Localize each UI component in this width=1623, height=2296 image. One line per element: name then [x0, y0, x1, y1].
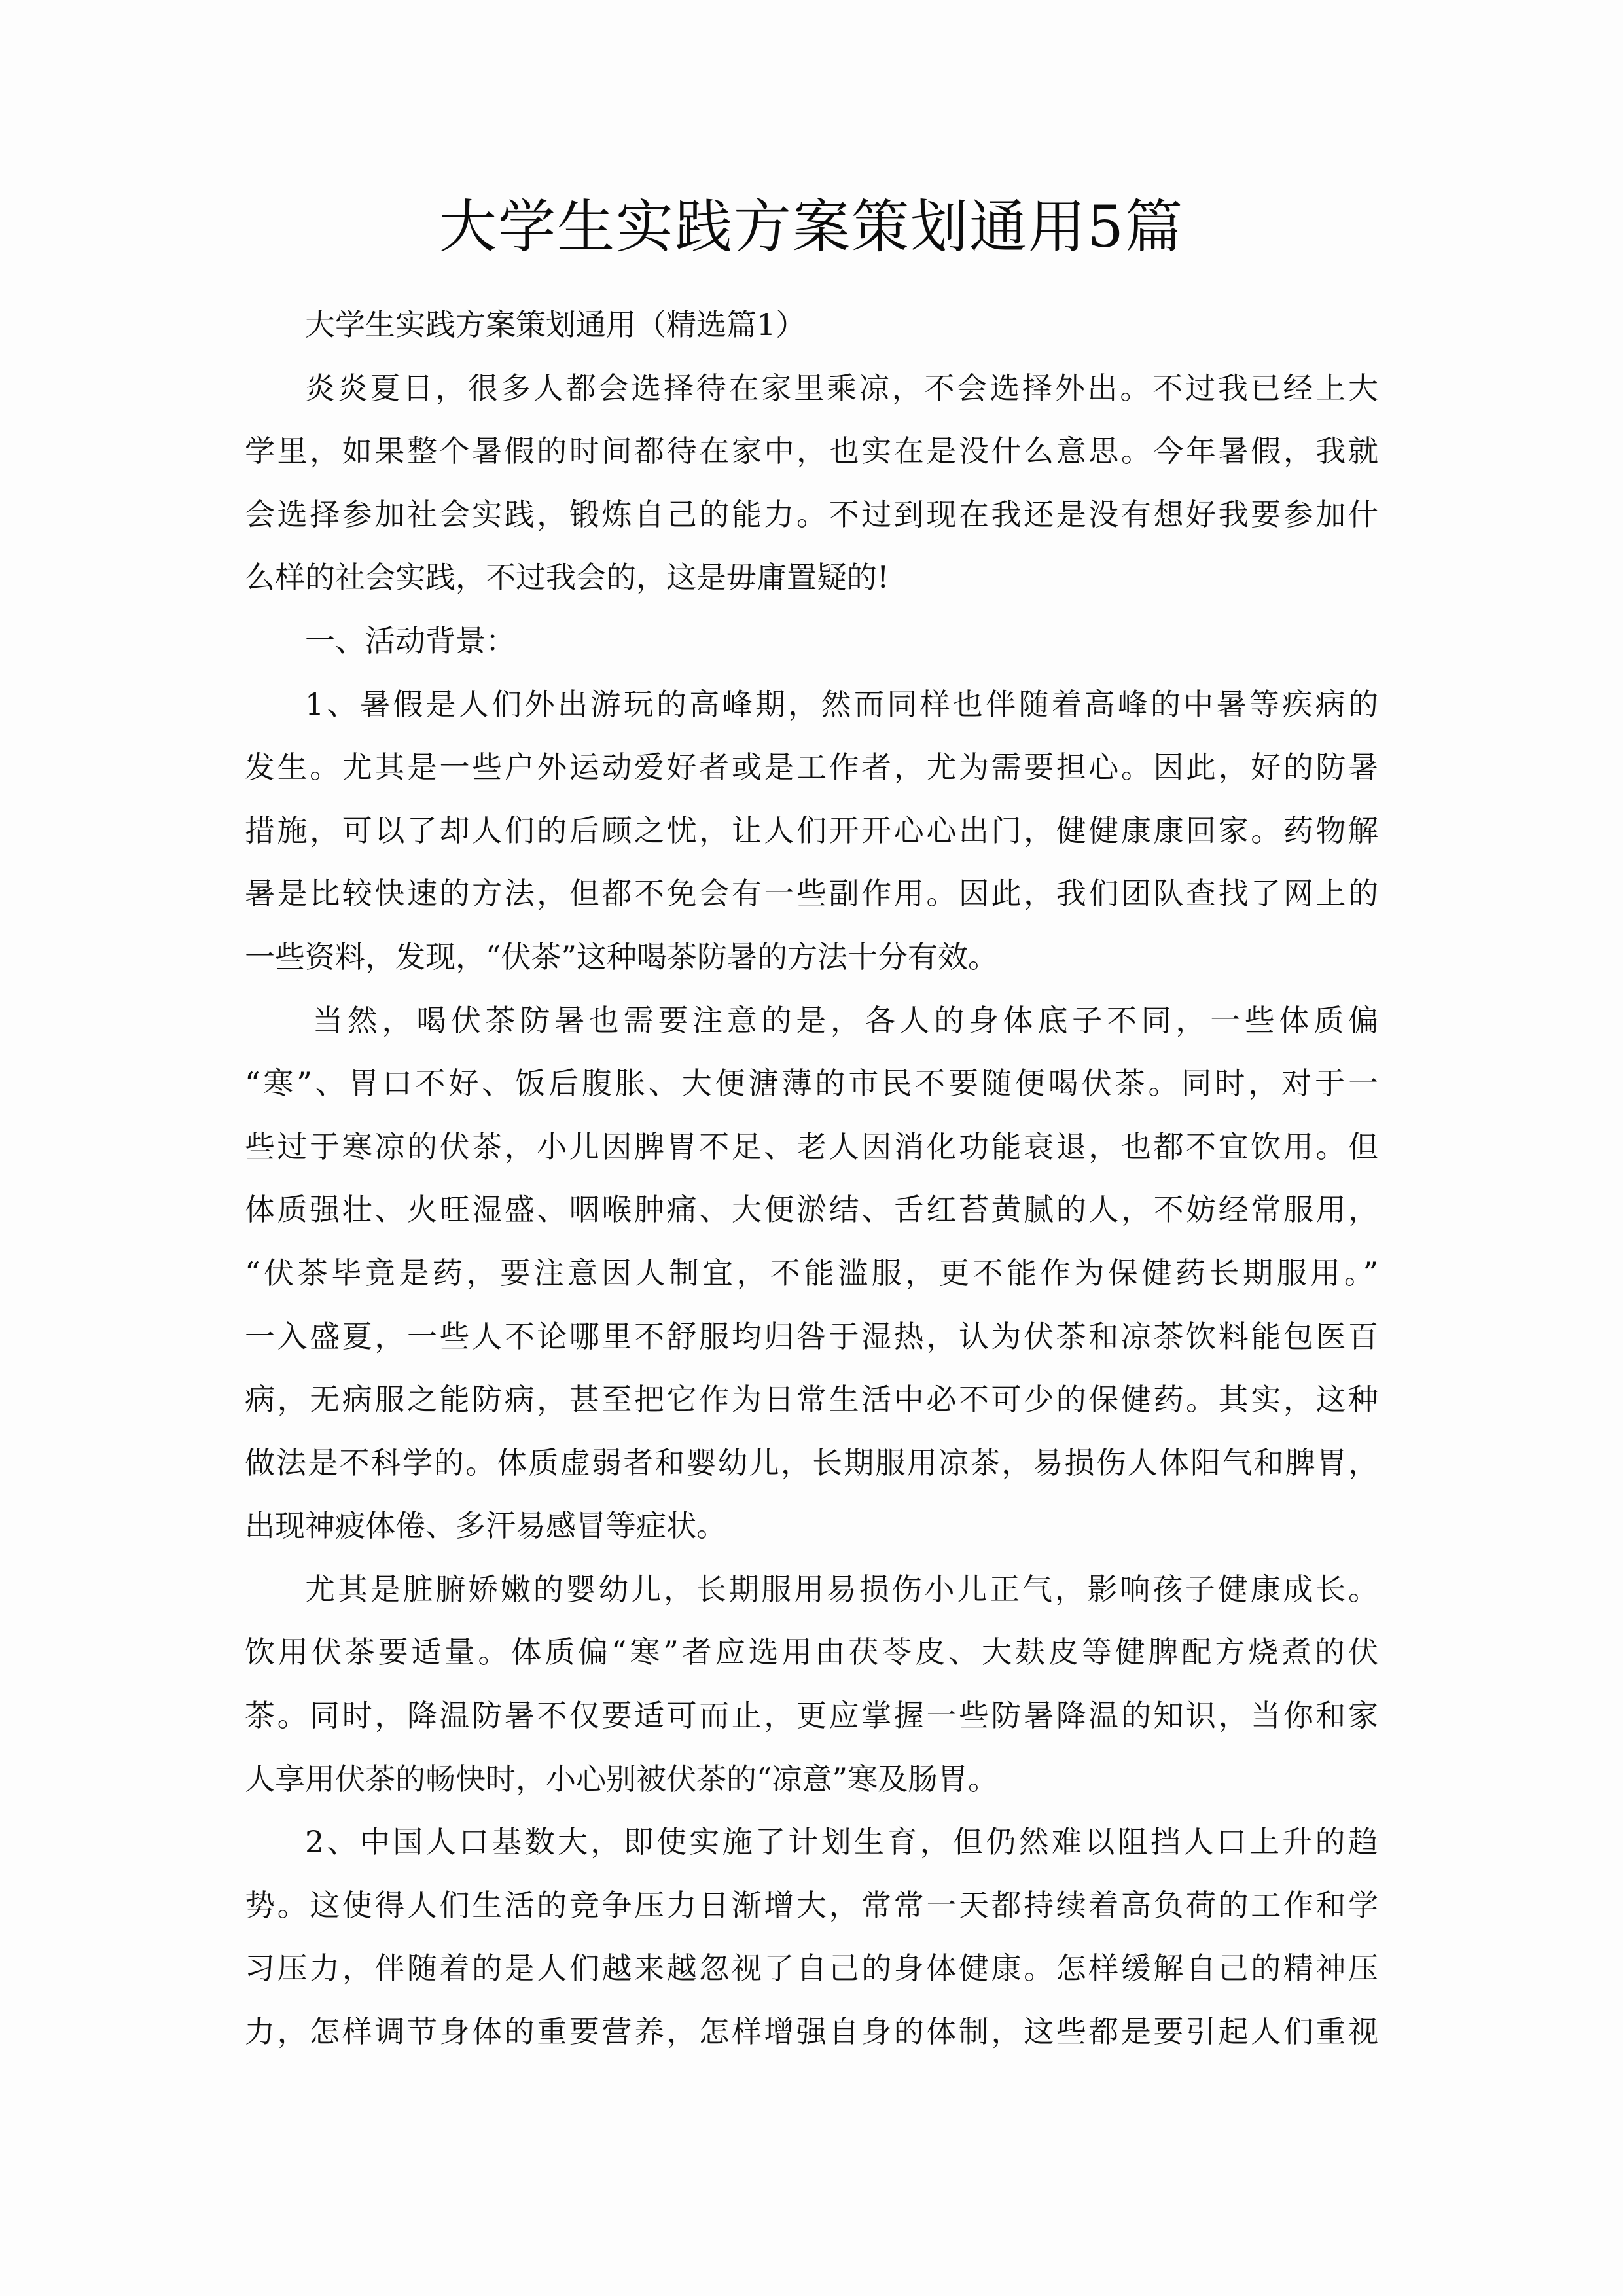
paragraph-line: 势。这使得人们生活的竞争压力日渐增大，常常一天都持续着高负荷的工作和学 [245, 1887, 1378, 1923]
section-heading: 大学生实践方案策划通用（精选篇1） [305, 307, 806, 342]
paragraph-line: 茶。同时，降温防暑不仅要适可而止，更应掌握一些防暑降温的知识，当你和家 [245, 1698, 1378, 1734]
paragraph-line: 炎炎夏日，很多人都会选择待在家里乘凉，不会选择外出。不过我已经上大 [305, 370, 1378, 406]
paragraph-line: “寒”、胃口不好、饭后腹胀、大便溏薄的市民不要随便喝伏茶。同时，对于一 [245, 1066, 1378, 1102]
paragraph-line: 发生。尤其是一些户外运动爱好者或是工作者，尤为需要担心。因此，好的防暑 [245, 749, 1378, 785]
paragraph-line: 力，怎样调节身体的重要营养，怎样增强自身的体制，这些都是要引起人们重视 [245, 2014, 1378, 2050]
paragraph-line: 措施，可以了却人们的后顾之忧，让人们开开心心出门，健健康康回家。药物解 [245, 812, 1378, 848]
paragraph-infants [245, 1558, 1378, 1810]
paragraph-line: “伏茶毕竟是药，要注意因人制宜，不能滥服，更不能作为保健药长期服用。” [245, 1255, 1378, 1291]
paragraph-line: 2、中国人口基数大，即使实施了计划生育，但仍然难以阻挡人口上升的趋 [305, 1824, 1378, 1860]
paragraph-item-1 [245, 673, 1378, 989]
paragraph-line: 病，无病服之能防病，甚至把它作为日常生活中必不可少的保健药。其实，这种 [245, 1382, 1378, 1418]
paragraph-line: 人享用伏茶的畅快时，小心别被伏茶的“凉意”寒及肠胃。 [245, 1761, 999, 1797]
document-body [245, 293, 1378, 2064]
paragraph-line: 饮用伏茶要适量。体质偏“寒”者应选用由茯苓皮、大麸皮等健脾配方烧煮的伏 [245, 1634, 1378, 1670]
paragraph-line: 么样的社会实践，不过我会的，这是毋庸置疑的! [245, 560, 889, 596]
paragraph-item-2 [245, 1810, 1378, 2063]
paragraph-line: 会选择参加社会实践，锻炼自己的能力。不过到现在我还是没有想好我要参加什 [245, 496, 1378, 532]
paragraph-line: 一入盛夏，一些人不论哪里不舒服均归咎于湿热，认为伏茶和凉茶饮料能包医百 [245, 1318, 1378, 1354]
paragraph-line: 习压力，伴随着的是人们越来越忽视了自己的身体健康。怎样缓解自己的精神压 [245, 1950, 1378, 1986]
paragraph-line: 做法是不科学的。体质虚弱者和婴幼儿，长期服用凉茶，易损伤人体阳气和脾胃， [245, 1444, 1378, 1480]
paragraph-line: 些过于寒凉的伏茶，小儿因脾胃不足、老人因消化功能衰退，也都不宜饮用。但 [245, 1128, 1378, 1164]
paragraph-line: 尤其是脏腑娇嫩的婴幼儿，长期服用易损伤小儿正气，影响孩子健康成长。 [305, 1571, 1378, 1607]
paragraph-line: 1、暑假是人们外出游玩的高峰期，然而同样也伴随着高峰的中暑等疾病的 [305, 686, 1378, 722]
paragraph-line: 出现神疲体倦、多汗易感冒等症状。 [245, 1508, 726, 1544]
subheading-activity-background [245, 609, 1378, 673]
paragraph-intro [245, 357, 1378, 609]
paragraph-line: 一些资料，发现，“伏茶”这种喝茶防暑的方法十分有效。 [245, 939, 999, 975]
document-title: 大学生实践方案策划通用5篇 [439, 193, 1184, 260]
paragraph-line: 暑是比较快速的方法，但都不免会有一些副作用。因此，我们团队查找了网上的 [245, 876, 1378, 912]
paragraph-caution [245, 989, 1378, 1558]
paragraph-line: 当然，喝伏茶防暑也需要注意的是，各人的身体底子不同，一些体质偏 [313, 1002, 1378, 1038]
paragraph-line: 学里，如果整个暑假的时间都待在家中，也实在是没什么意思。今年暑假，我就 [245, 433, 1378, 469]
paragraph-line: 体质强壮、火旺湿盛、咽喉肿痛、大便淤结、舌红苔黄腻的人，不妨经常服用， [245, 1192, 1378, 1228]
subheading-line: 一、活动背景： [305, 622, 516, 658]
